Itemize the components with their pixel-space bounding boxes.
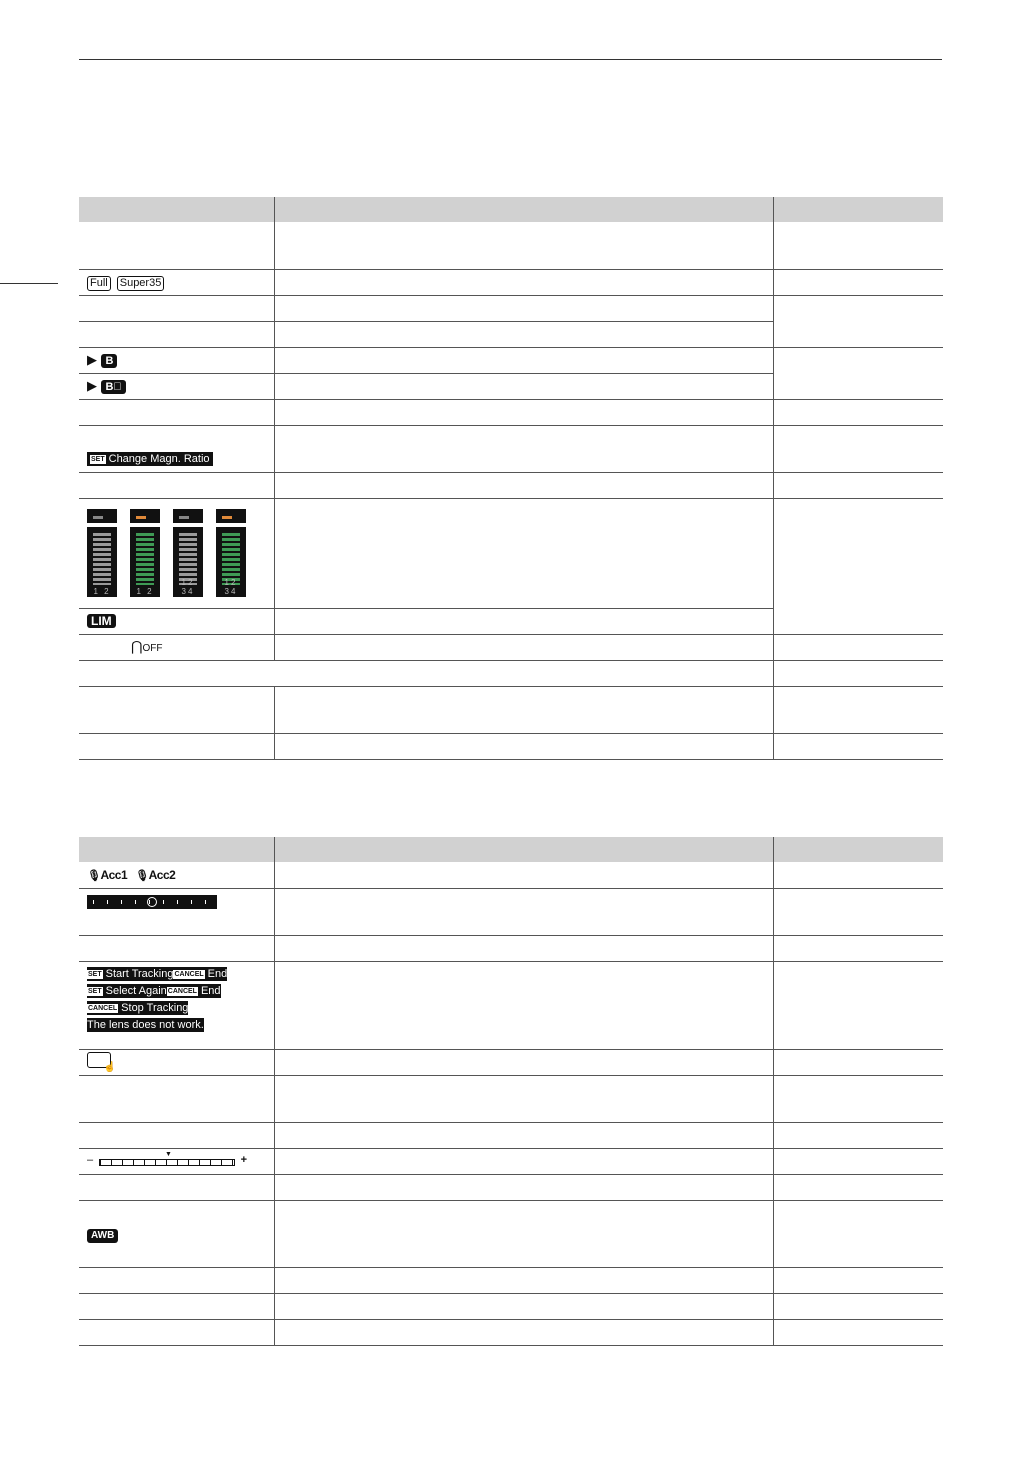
table-row: [79, 222, 943, 269]
headphones-icon: ⋂: [131, 638, 143, 654]
play-triangle-icon: ▶: [87, 352, 97, 367]
table-row: [79, 608, 943, 634]
exposure-scale-icon: – ▼ +: [87, 1151, 247, 1166]
change-magn-ratio-label: SET Change Magn. Ratio: [87, 452, 213, 466]
accessory-2-icon: 🎙Acc2: [135, 867, 176, 882]
table-row: [79, 1200, 943, 1267]
icon-table-2: [79, 837, 943, 1346]
audio-meter-icon: 1 2: [87, 509, 117, 597]
table-row: [79, 1319, 943, 1345]
stop-tracking-label: CANCEL Stop Tracking: [88, 1001, 189, 1014]
headphones-off-label: OFF: [142, 643, 163, 654]
icon-table-1: [79, 197, 943, 760]
bookmark-disabled-icon: B⃠: [101, 380, 125, 394]
page-top-rule: [79, 59, 942, 60]
table-row: [79, 347, 943, 373]
table-row: [79, 399, 943, 425]
awb-icon: AWB: [87, 1229, 118, 1243]
table-row: [79, 1293, 943, 1319]
limiter-icon: LIM: [87, 614, 116, 628]
super35-icon: Super35: [117, 276, 165, 291]
audio-meter-icon: 12 34: [173, 509, 203, 597]
side-margin-rule: [0, 283, 58, 284]
table-row: [79, 888, 943, 935]
table-row: [79, 935, 943, 961]
table-row: [79, 498, 943, 608]
play-triangle-icon: ▶: [87, 378, 97, 393]
table-row: [79, 269, 943, 295]
table-row: [79, 321, 943, 347]
table-row: [79, 961, 943, 1049]
table-row: [79, 634, 943, 660]
accessory-1-icon: 🎙Acc1: [87, 867, 128, 882]
full-frame-icon: Full: [87, 276, 111, 291]
table-row: [79, 472, 943, 498]
table-row: [79, 295, 943, 321]
bookmark-icon: B: [101, 354, 117, 368]
table-row: [79, 1148, 943, 1174]
table-row: [79, 1174, 943, 1200]
table-header-row: [79, 837, 943, 862]
table-row: [79, 862, 943, 888]
table-row: [79, 425, 943, 472]
table-row: [79, 1049, 943, 1075]
table-row: [79, 1122, 943, 1148]
set-key-icon: SET: [91, 455, 105, 463]
audio-meters-group: [87, 499, 266, 597]
start-tracking-label: SET Start TrackingCANCEL End: [88, 967, 228, 980]
focus-guide-scale-icon: [87, 895, 217, 909]
lens-not-work-label: The lens does not work.: [87, 1018, 204, 1031]
touch-icon: ☝: [87, 1052, 111, 1068]
table-header-row: [79, 197, 943, 222]
audio-meter-icon: 1 2: [130, 509, 160, 597]
table-row: [79, 1075, 943, 1122]
select-again-label: SET Select AgainCANCEL End: [88, 984, 221, 997]
audio-meter-icon: 12 34: [216, 509, 246, 597]
tracking-messages: [87, 967, 266, 1032]
table-row: [79, 1267, 943, 1293]
table-row: [79, 660, 943, 686]
table-row: [79, 733, 943, 759]
table-row: [79, 686, 943, 733]
table-row: [79, 373, 943, 399]
